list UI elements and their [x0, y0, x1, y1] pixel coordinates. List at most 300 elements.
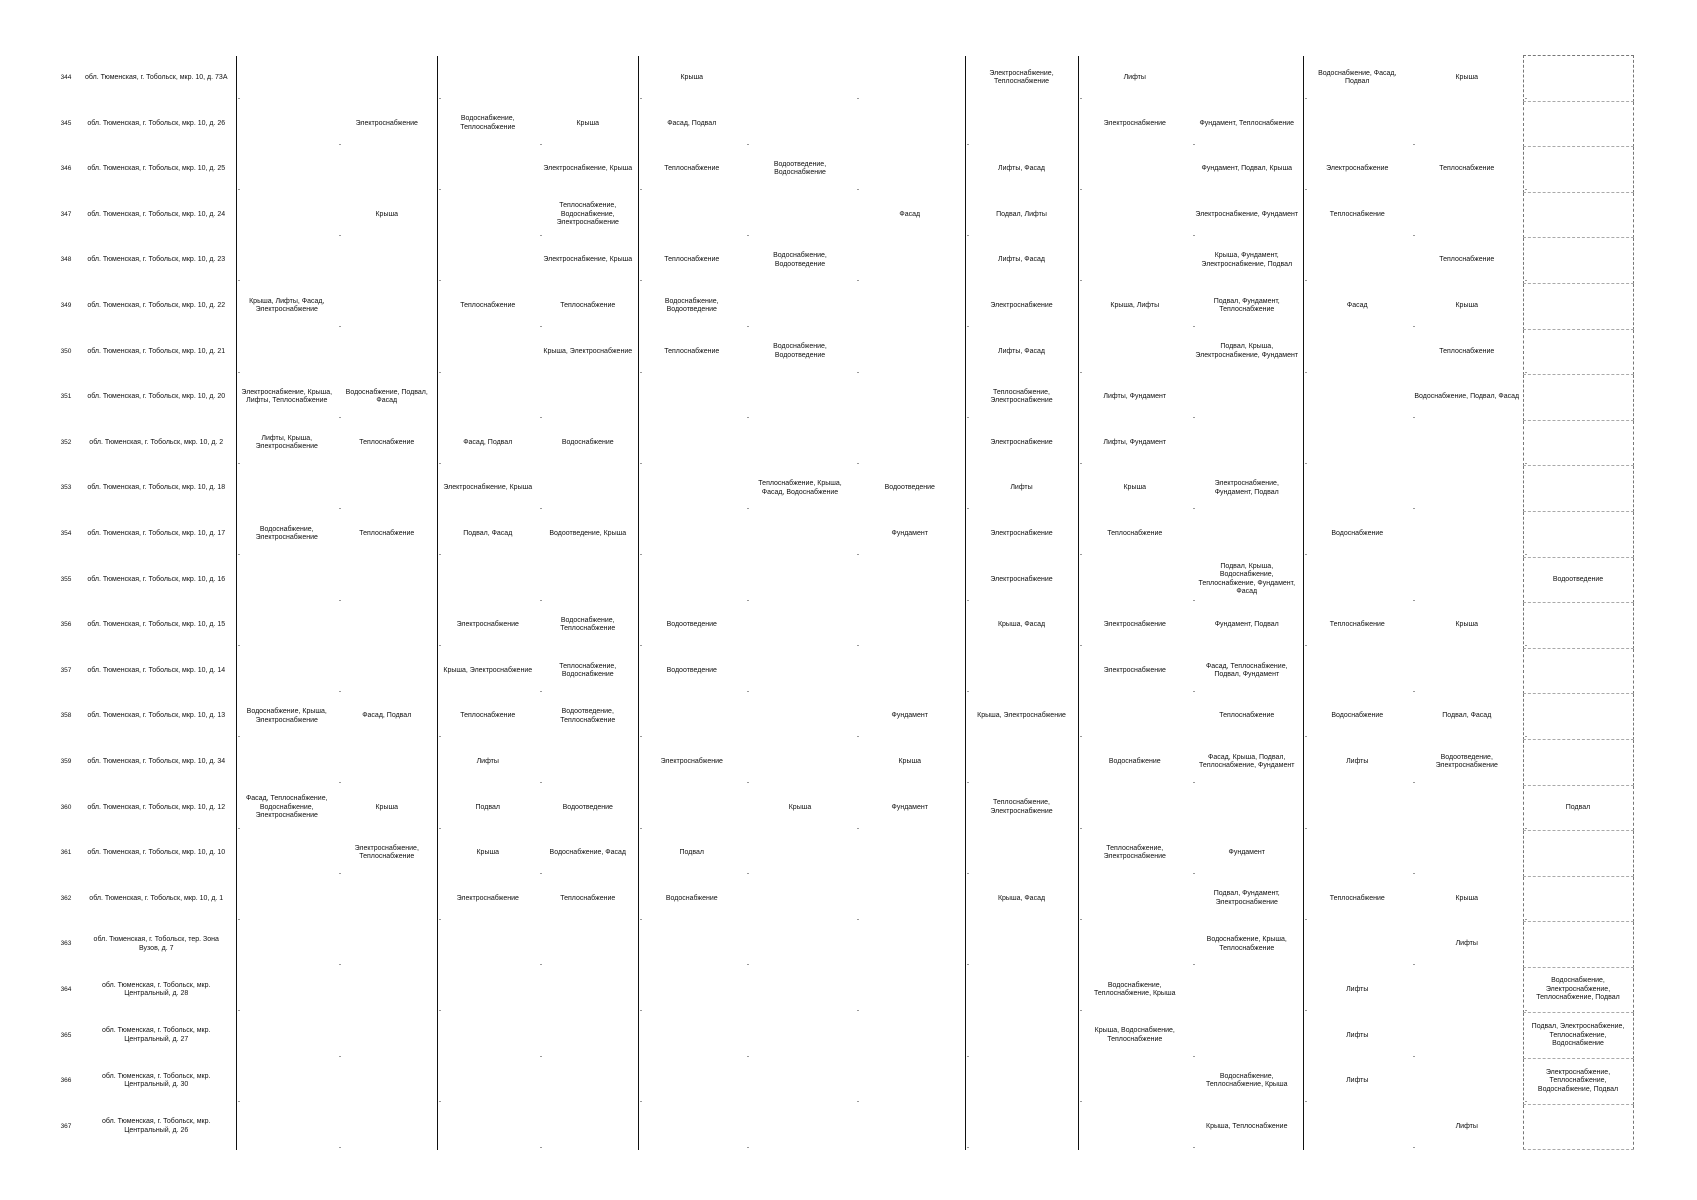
work-type-cell: Подвал [638, 831, 745, 877]
work-type-cell [236, 876, 337, 922]
work-type-cell: Электроснабжение, Фундамент [1195, 210, 1299, 218]
row-number-cell: 349 [60, 302, 72, 310]
work-type-cell [1523, 739, 1633, 785]
grid-dot [1413, 691, 1415, 692]
work-type-cell: Фундамент, Подвал, Крыша [1201, 165, 1292, 173]
grid-dot [747, 235, 749, 236]
work-type-cell [1523, 238, 1633, 284]
work-type-cell: Лифты [1303, 1013, 1411, 1059]
work-type-cell [965, 739, 1078, 785]
grid-dot [339, 1056, 341, 1057]
grid-dot [640, 828, 642, 829]
grid-dot [540, 508, 542, 509]
work-type-cell: Крыша, Фундамент, Электроснабжение, Подвал [1201, 252, 1293, 268]
work-type-cell: Водоснабжение, Электроснабжение, Теплоснабжение, Подвал [1523, 967, 1633, 1013]
table-row [55, 56, 1633, 102]
work-type-cell: Крыша [375, 210, 398, 218]
work-type-cell [236, 147, 337, 193]
work-type-cell [1303, 557, 1411, 603]
grid-dot [857, 828, 859, 829]
row-number-cell: 357 [60, 666, 72, 674]
grid-dot [747, 600, 749, 601]
grid-dot [747, 508, 749, 509]
grid-dot [640, 372, 642, 373]
work-type-cell [1303, 466, 1411, 512]
work-type-cell [638, 511, 745, 557]
work-type-cell: Подвал, Лифты [965, 192, 1078, 238]
grid-dot [1193, 508, 1195, 509]
grid-dot [1193, 691, 1195, 692]
work-type-cell [1523, 1104, 1633, 1150]
grid-dot [1193, 782, 1195, 783]
work-type-cell [1523, 876, 1633, 922]
grid-dot [967, 508, 969, 509]
grid-dot [640, 554, 642, 555]
address-cell: обл. Тюменская, г. Тобольск, мкр. 10, д. 25 [87, 165, 226, 173]
address-cell: обл. Тюменская, г. Тобольск, мкр. 10, д. 12 [87, 803, 226, 811]
work-type-cell: Крыша [788, 803, 812, 811]
grid-dot [339, 144, 341, 145]
work-type-cell: Электроснабжение [965, 511, 1078, 557]
grid-dot [857, 554, 859, 555]
work-type-cell [1078, 694, 1191, 740]
work-type-cell [1411, 1013, 1523, 1059]
work-type-cell: Электроснабжение, Крыша [437, 466, 538, 512]
work-type-cell [745, 283, 855, 329]
work-type-cell: Водоотведение [638, 603, 745, 649]
work-type-cell [236, 192, 337, 238]
work-type-cell: Водоотведение [884, 484, 935, 492]
work-type-cell [1523, 603, 1633, 649]
grid-dot [967, 235, 969, 236]
work-type-cell: Лифты [1455, 940, 1478, 948]
work-type-cell [437, 192, 538, 238]
work-type-cell: Крыша [1078, 466, 1191, 512]
grid-dot [967, 144, 969, 145]
work-type-cell [437, 1013, 538, 1059]
grid-dot [1305, 828, 1307, 829]
grid-dot [1305, 919, 1307, 920]
grid-dot [1080, 1101, 1082, 1102]
table-row [55, 694, 1633, 740]
work-type-cell [538, 56, 638, 102]
work-type-cell [1191, 420, 1303, 466]
work-type-cell: Лифты, Фасад [965, 147, 1078, 193]
address-cell: обл. Тюменская, г. Тобольск, мкр. 10, д. 26 [87, 119, 226, 127]
work-type-cell [538, 1059, 638, 1105]
work-type-cell [965, 967, 1078, 1013]
work-type-cell [745, 1104, 855, 1150]
work-type-cell [1411, 466, 1523, 512]
grid-dot [1525, 828, 1527, 829]
work-type-cell [638, 466, 745, 512]
work-type-cell: Электроснабжение [965, 557, 1078, 603]
grid-dot [339, 508, 341, 509]
work-type-cell [1191, 1013, 1303, 1059]
grid-dot [1525, 463, 1527, 464]
grid-dot [747, 873, 749, 874]
work-type-cell [855, 603, 965, 649]
grid-dot [1305, 280, 1307, 281]
grid-dot [1413, 600, 1415, 601]
grid-dot [967, 1147, 969, 1148]
row-number-cell: 347 [60, 210, 72, 218]
work-type-cell [1191, 785, 1303, 831]
grid-dot [1413, 1147, 1415, 1148]
row-number-cell: 362 [60, 894, 72, 902]
work-type-cell [638, 785, 745, 831]
grid-dot [1193, 1147, 1195, 1148]
work-type-cell [1411, 511, 1523, 557]
work-type-cell [1523, 56, 1633, 102]
work-type-cell [538, 557, 638, 603]
work-type-cell: Теплоснабжение [638, 329, 745, 375]
grid-dot [640, 189, 642, 190]
work-type-cell: Фасад, Подвал [362, 712, 412, 720]
work-type-cell: Водоснабжение, Фасад, Подвал [1303, 56, 1411, 102]
work-type-cell: Теплоснабжение [437, 283, 538, 329]
table-row [55, 511, 1633, 557]
work-type-cell [1303, 1104, 1411, 1150]
work-type-cell: Фасад, Подвал [638, 101, 745, 147]
grid-dot [540, 417, 542, 418]
work-type-cell [236, 648, 337, 694]
grid-dot [967, 964, 969, 965]
address-cell: обл. Тюменская, г. Тобольск, мкр. 10, д. 13 [87, 712, 226, 720]
work-type-cell: Электроснабжение [437, 876, 538, 922]
work-type-cell [1303, 785, 1411, 831]
grid-dot [540, 1147, 542, 1148]
work-type-cell [437, 557, 538, 603]
work-type-cell: Крыша, Электроснабжение [965, 694, 1078, 740]
address-cell: обл. Тюменская, г. Тобольск, мкр. 10, д. 73А [85, 74, 228, 82]
address-cell: обл. Тюменская, г. Тобольск, мкр. Центральный, д. 27 [102, 1027, 211, 1043]
grid-dot [1080, 554, 1082, 555]
grid-dot [1305, 554, 1307, 555]
grid-dot [339, 600, 341, 601]
work-type-cell [745, 1013, 855, 1059]
work-type-cell [855, 147, 965, 193]
grid-dot [857, 1010, 859, 1011]
row-number-cell: 352 [60, 438, 72, 446]
grid-dot [967, 782, 969, 783]
work-type-cell: Теплоснабжение [1439, 347, 1495, 355]
work-type-cell [337, 329, 437, 375]
work-type-cell [236, 1013, 337, 1059]
grid-dot [857, 463, 859, 464]
work-type-cell: Фундамент [891, 803, 928, 811]
work-type-cell [745, 922, 855, 968]
work-type-cell: Фундамент, Теплоснабжение [1199, 119, 1295, 127]
work-type-cell: Крыша [437, 831, 538, 877]
grid-dot [857, 736, 859, 737]
grid-dot [857, 1101, 859, 1102]
work-type-cell [1523, 101, 1633, 147]
work-type-cell [855, 1013, 965, 1059]
table-row [55, 1013, 1633, 1059]
row-number-cell: 348 [60, 256, 72, 264]
grid-dot [439, 1010, 441, 1011]
work-type-cell: Крыша, Теплоснабжение [1206, 1122, 1288, 1130]
grid-dot [1305, 1101, 1307, 1102]
grid-dot [1080, 98, 1082, 99]
work-type-cell: Крыша [1455, 894, 1478, 902]
grid-dot [640, 280, 642, 281]
work-type-cell [745, 694, 855, 740]
grid-dot [339, 691, 341, 692]
work-type-cell: Водоснабжение, Электроснабжение [236, 511, 337, 557]
grid-dot [747, 782, 749, 783]
grid-dot [1193, 417, 1195, 418]
row-number-cell: 345 [60, 119, 72, 127]
work-type-cell [337, 967, 437, 1013]
work-type-cell: Крыша [638, 56, 745, 102]
table-row [55, 967, 1633, 1013]
work-type-cell [437, 1104, 538, 1150]
table-row [55, 147, 1633, 193]
work-type-cell [745, 375, 855, 421]
work-type-cell [337, 1013, 437, 1059]
work-type-cell: Водоснабжение, Теплоснабжение, Крыша [1206, 1072, 1288, 1089]
works-schedule-table [55, 55, 1634, 1150]
work-type-cell [1303, 375, 1411, 421]
work-type-cell: Подвал [437, 785, 538, 831]
grid-dot [1080, 1010, 1082, 1011]
address-cell: обл. Тюменская, г. Тобольск, тер. Зона Вузов, д. 7 [93, 936, 219, 952]
grid-dot [967, 691, 969, 692]
work-type-cell: Крыша [1455, 621, 1478, 629]
work-type-cell [1078, 922, 1191, 968]
row-number-cell: 353 [60, 484, 72, 492]
grid-dot [1193, 1056, 1195, 1057]
grid-dot [1525, 554, 1527, 555]
work-type-cell: Фундамент [891, 529, 928, 537]
grid-dot [857, 189, 859, 190]
grid-dot [439, 372, 441, 373]
work-type-cell [437, 238, 538, 284]
table-row [55, 648, 1633, 694]
work-type-cell: Водоотведение [638, 648, 745, 694]
work-type-cell [437, 375, 538, 421]
grid-dot [540, 326, 542, 327]
work-type-cell: Теплоснабжение [1439, 165, 1495, 173]
table-row [55, 785, 1633, 831]
work-type-cell: Крыша, Водоснабжение, Теплоснабжение [1078, 1013, 1191, 1059]
work-type-cell [1078, 1059, 1191, 1105]
grid-dot [439, 1101, 441, 1102]
table-row [55, 466, 1633, 512]
row-number-cell: 359 [60, 757, 72, 765]
grid-dot [1080, 280, 1082, 281]
work-type-cell: Электроснабжение [965, 420, 1078, 466]
work-type-cell [638, 192, 745, 238]
work-type-cell [236, 1059, 337, 1105]
grid-dot [640, 645, 642, 646]
work-type-cell [337, 739, 437, 785]
work-type-cell: Водоотведение, Электроснабжение [1435, 753, 1498, 770]
work-type-cell [1078, 1104, 1191, 1150]
work-type-cell [855, 329, 965, 375]
work-type-cell: Водоснабжение, Крыша, Электроснабжение [236, 694, 337, 740]
grid-dot [439, 736, 441, 737]
work-type-cell: Электроснабжение [437, 603, 538, 649]
grid-dot [540, 782, 542, 783]
row-number-cell: 356 [60, 621, 72, 629]
work-type-cell [337, 56, 437, 102]
work-type-cell: Водоснабжение, Фасад [549, 849, 626, 857]
work-type-cell [437, 967, 538, 1013]
work-type-cell [1523, 831, 1633, 877]
work-type-cell: Электроснабжение [965, 283, 1078, 329]
work-type-cell [538, 967, 638, 1013]
work-type-cell [965, 831, 1078, 877]
work-type-cell [638, 420, 745, 466]
work-type-cell: Теплоснабжение [1303, 603, 1411, 649]
grid-dot [1305, 98, 1307, 99]
work-type-cell [1191, 375, 1303, 421]
work-type-cell [1303, 420, 1411, 466]
grid-dot [339, 326, 341, 327]
work-type-cell [337, 283, 437, 329]
work-type-cell [337, 1104, 437, 1150]
work-type-cell [1078, 147, 1191, 193]
row-number-cell: 366 [60, 1077, 72, 1085]
grid-dot [238, 1010, 240, 1011]
work-type-cell [855, 1104, 965, 1150]
grid-dot [439, 98, 441, 99]
work-type-cell: Водоснабжение, Крыша, Теплоснабжение [1206, 936, 1287, 952]
work-type-cell [745, 56, 855, 102]
grid-dot [1413, 326, 1415, 327]
grid-dot [439, 280, 441, 281]
work-type-cell: Фундамент [1228, 849, 1265, 857]
table-row [55, 192, 1633, 238]
work-type-cell: Электроснабжение, Крыша [543, 165, 633, 173]
address-cell: обл. Тюменская, г. Тобольск, мкр. 10, д. 1 [89, 894, 224, 902]
work-type-cell [638, 557, 745, 603]
work-type-cell [745, 831, 855, 877]
work-type-cell [236, 603, 337, 649]
work-type-cell: Электроснабжение, Фундамент, Подвал [1214, 480, 1279, 496]
grid-dot [439, 463, 441, 464]
grid-dot [1193, 873, 1195, 874]
grid-dot [640, 1101, 642, 1102]
work-type-cell [337, 238, 437, 284]
work-type-cell [965, 1013, 1078, 1059]
work-type-cell [538, 922, 638, 968]
work-type-cell: Лифты [1303, 739, 1411, 785]
work-type-cell: Подвал, Фундамент, Теплоснабжение [1213, 297, 1280, 314]
table-row [55, 603, 1633, 649]
work-type-cell: Крыша [1455, 302, 1478, 310]
work-type-cell: Крыша [898, 757, 921, 765]
work-type-cell [236, 56, 337, 102]
work-type-cell: Теплоснабжение, Водоснабжение [559, 662, 617, 679]
work-type-cell [236, 922, 337, 968]
work-type-cell: Крыша [375, 803, 398, 811]
work-type-cell [1411, 101, 1523, 147]
grid-dot [1080, 463, 1082, 464]
grid-dot [1413, 873, 1415, 874]
address-cell: обл. Тюменская, г. Тобольск, мкр. 10, д. 21 [87, 347, 226, 355]
work-type-cell: Фасад [899, 210, 921, 218]
work-type-cell: Фундамент [891, 712, 928, 720]
grid-dot [1525, 189, 1527, 190]
grid-dot [857, 280, 859, 281]
grid-dot [747, 417, 749, 418]
row-number-cell: 351 [60, 393, 72, 401]
work-type-cell [965, 1104, 1078, 1150]
row-number-cell: 350 [60, 347, 72, 355]
work-type-cell [855, 922, 965, 968]
work-type-cell [538, 739, 638, 785]
work-type-cell: Теплоснабжение [1219, 712, 1275, 720]
grid-dot [1413, 1056, 1415, 1057]
grid-dot [1080, 736, 1082, 737]
work-type-cell: Теплоснабжение [1078, 511, 1191, 557]
work-type-cell [855, 831, 965, 877]
grid-dot [747, 1056, 749, 1057]
work-type-cell: Водоснабжение, Водоотведение [773, 343, 827, 359]
work-type-cell [638, 375, 745, 421]
grid-dot [1193, 600, 1195, 601]
work-type-cell: Фасад, Теплоснабжение, Водоснабжение, Электроснабжение [236, 785, 337, 831]
work-type-cell: Теплоснабжение [359, 529, 415, 537]
work-type-cell: Водоснабжение, Теплоснабжение [437, 101, 538, 147]
work-type-cell [745, 648, 855, 694]
table-row [55, 238, 1633, 284]
work-type-cell [337, 922, 437, 968]
work-type-cell: Лифты [1455, 1122, 1478, 1130]
work-type-cell [745, 192, 855, 238]
work-type-cell: Водоотведение, Крыша [549, 529, 627, 537]
grid-dot [1525, 919, 1527, 920]
work-type-cell [1191, 56, 1303, 102]
work-type-cell: Подвал, Электроснабжение, Теплоснабжение, Водоснабжение [1523, 1013, 1633, 1059]
work-type-cell [236, 1104, 337, 1150]
work-type-cell [855, 56, 965, 102]
work-type-cell: Водоснабжение [1078, 739, 1191, 785]
work-type-cell [437, 1059, 538, 1105]
grid-dot [540, 235, 542, 236]
work-type-cell: Лифты, Фундамент [1078, 420, 1191, 466]
work-type-cell: Лифты, Фасад [965, 238, 1078, 284]
work-type-cell [855, 648, 965, 694]
work-type-cell [1523, 192, 1633, 238]
grid-dot [540, 1056, 542, 1057]
work-type-cell [1411, 648, 1523, 694]
grid-dot [640, 98, 642, 99]
work-type-cell: Фасад [1303, 283, 1411, 329]
address-cell: обл. Тюменская, г. Тобольск, мкр. Центральный, д. 26 [102, 1118, 211, 1134]
address-cell: обл. Тюменская, г. Тобольск, мкр. 10, д. 2 [89, 438, 224, 446]
work-type-cell [855, 876, 965, 922]
work-type-cell: Лифты [1078, 56, 1191, 102]
work-type-cell [855, 967, 965, 1013]
grid-dot [339, 417, 341, 418]
work-type-cell [855, 420, 965, 466]
work-type-cell [236, 101, 337, 147]
work-type-cell [437, 922, 538, 968]
grid-dot [857, 645, 859, 646]
grid-dot [1413, 964, 1415, 965]
work-type-cell: Водоотведение, Водоснабжение [773, 160, 827, 177]
grid-dot [857, 372, 859, 373]
grid-dot [238, 1101, 240, 1102]
work-type-cell [337, 147, 437, 193]
grid-dot [1525, 736, 1527, 737]
work-type-cell [236, 329, 337, 375]
